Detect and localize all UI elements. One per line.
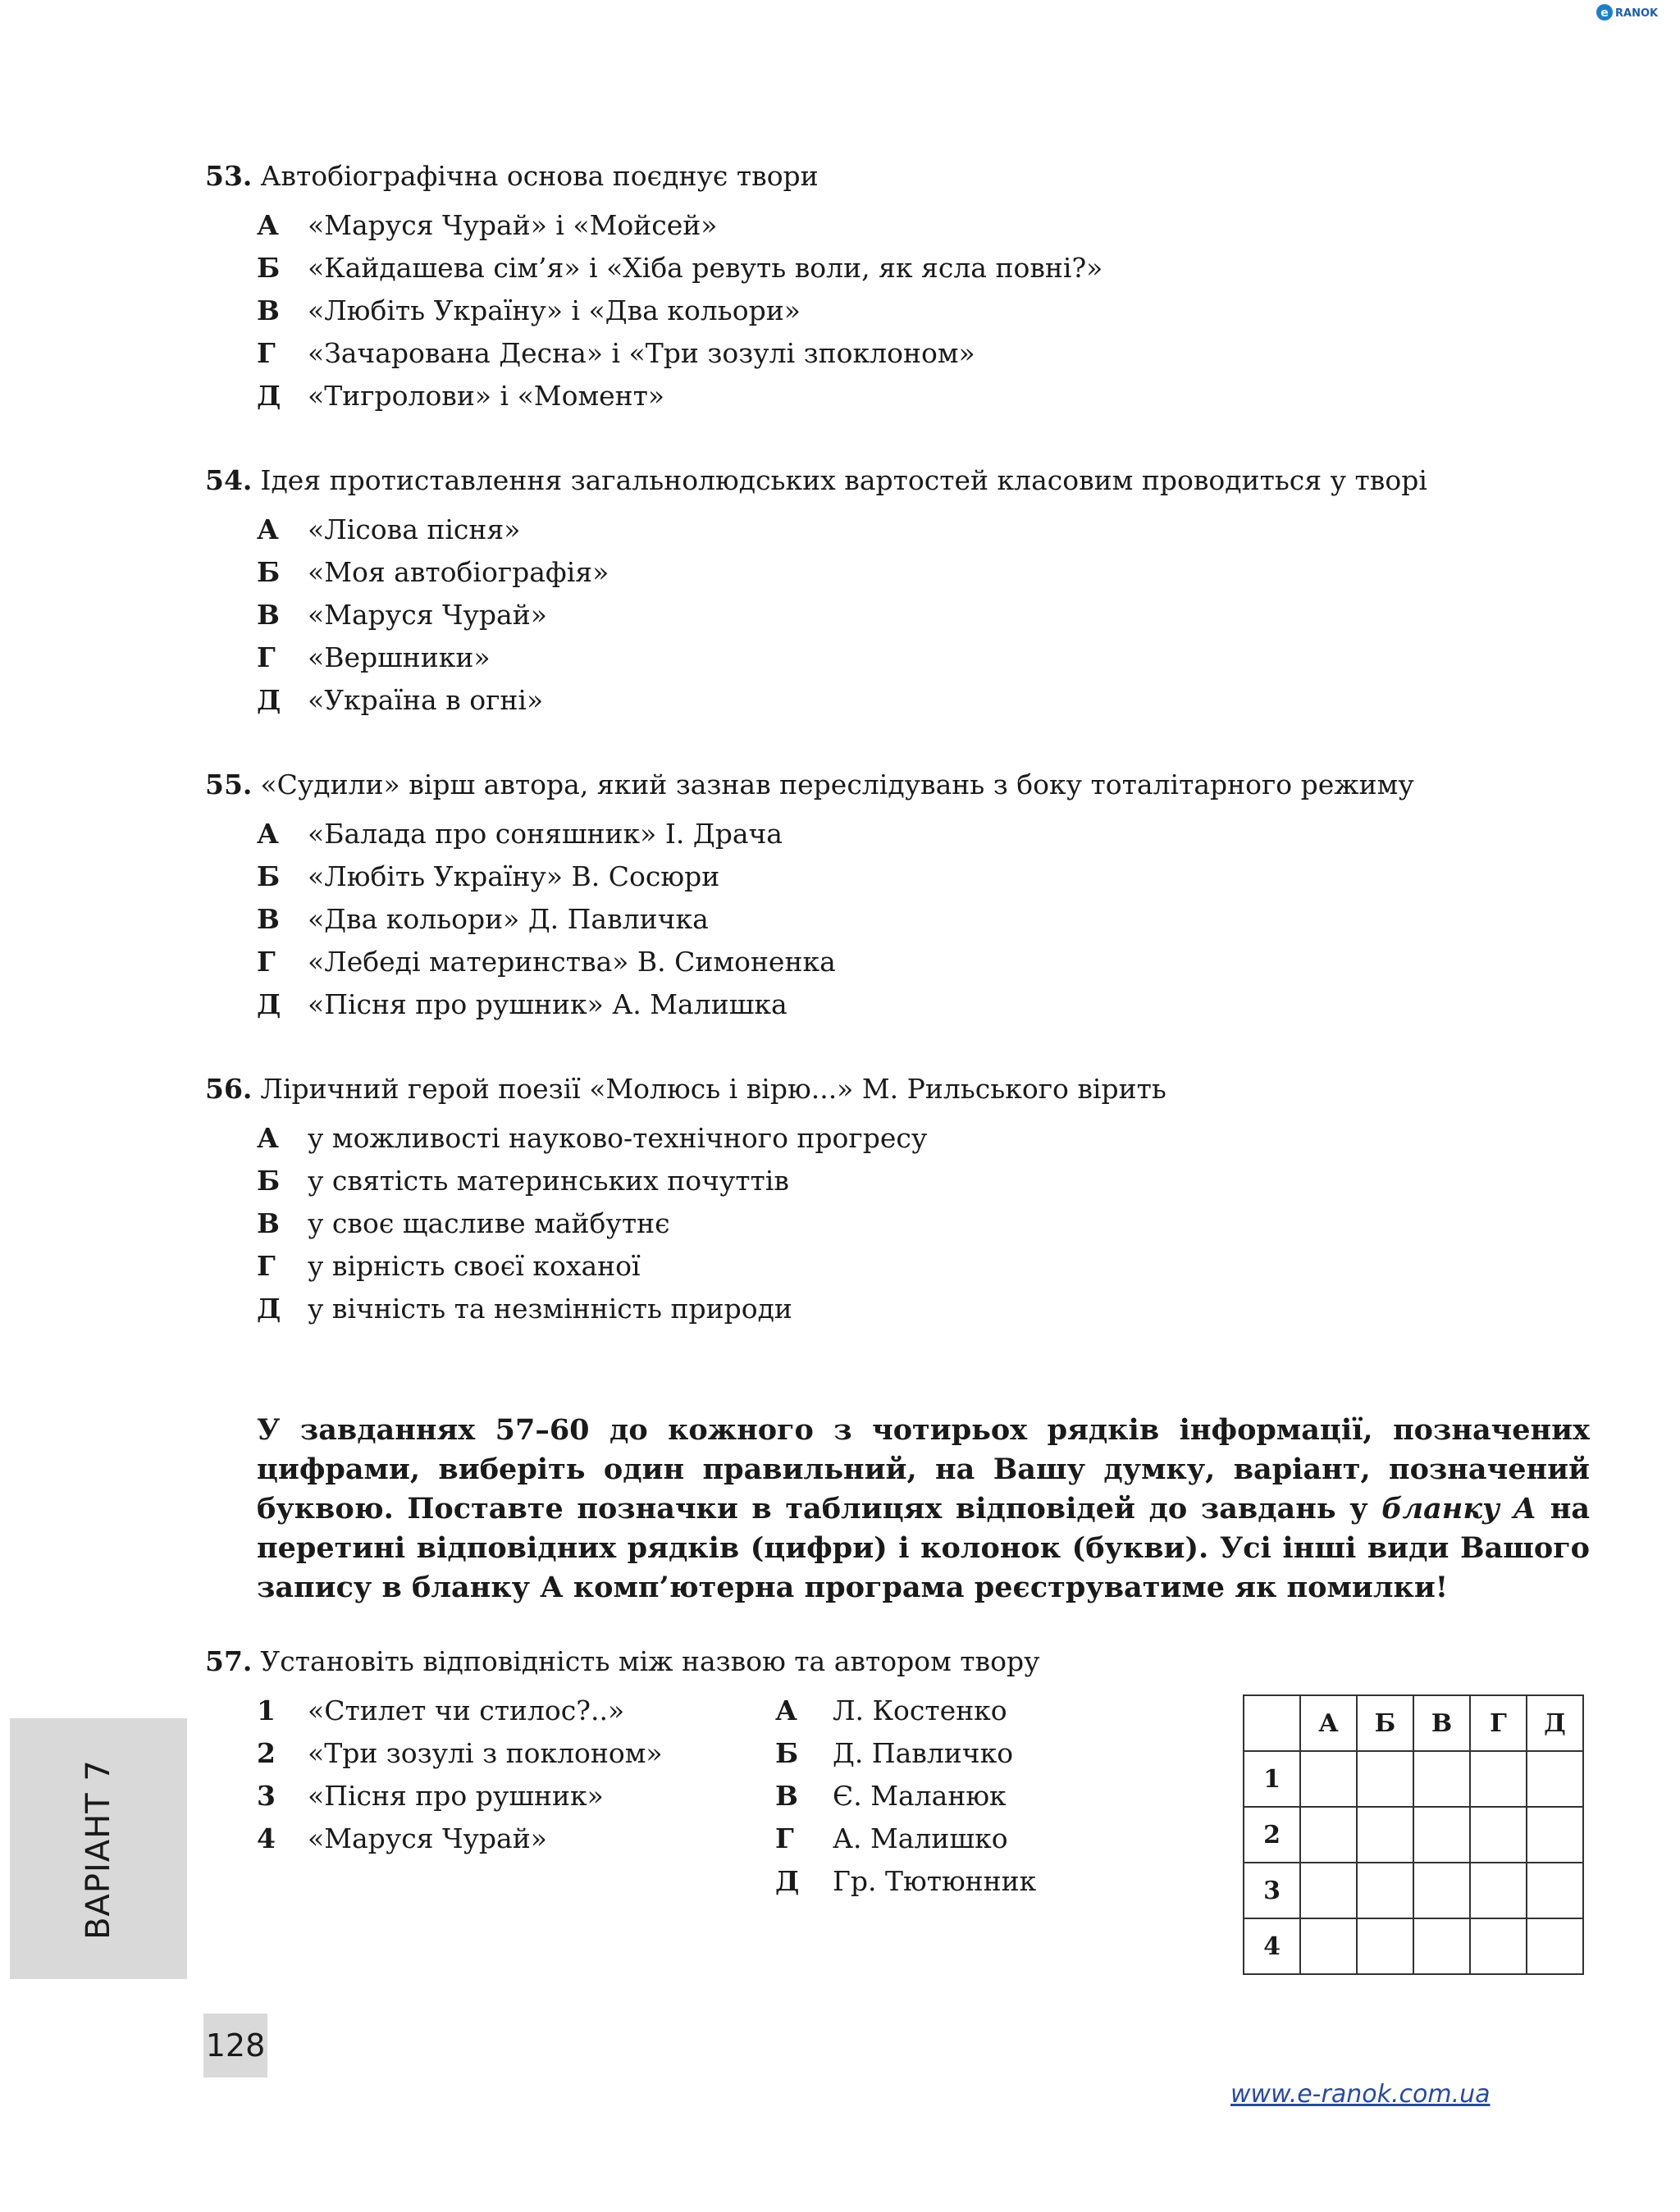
option-d: Д у вічність та незмінність природи [257,1293,792,1325]
question-title: 54. Ідея протиставлення загальнолюдських вартостей класовим проводиться у творі [205,464,1427,496]
left-item-4: 4 «Маруся Чурай» [257,1822,547,1854]
question-title: 56. Ліричний герой поезії «Молюсь і вірю...» М. Рильського вірить [205,1073,1166,1105]
right-item-v: В Є. Маланюк [775,1780,1007,1812]
grid-cell[interactable] [1527,1918,1583,1974]
grid-cell[interactable] [1527,1807,1583,1863]
grid-cell[interactable] [1300,1807,1357,1863]
right-item-g: Г А. Малишко [775,1822,1008,1854]
option-a: А «Маруся Чурай» і «Мойсей» [257,209,718,241]
left-item-3: 3 «Пісня про рушник» [257,1780,604,1812]
grid-cell[interactable] [1357,1863,1413,1918]
grid-row-header: 1 [1244,1751,1300,1807]
option-a: А «Лісова пісня» [257,513,521,545]
website-link[interactable]: www.e-ranok.com.ua [1230,2080,1491,2109]
option-v: В «Маруся Чурай» [257,599,547,631]
grid-col-header: Б [1357,1695,1413,1751]
question-title: 53. Автобіографічна основа поєднує твори [205,160,819,192]
e-ranok-logo [1596,2,1669,23]
grid-cell[interactable] [1470,1751,1527,1807]
grid-row-header: 2 [1244,1807,1300,1863]
grid-cell[interactable] [1413,1751,1470,1807]
option-d: Д «Тигролови» і «Момент» [257,380,665,412]
left-item-2: 2 «Три зозулі з поклоном» [257,1737,663,1769]
grid-cell[interactable] [1413,1807,1470,1863]
grid-cell[interactable] [1470,1807,1527,1863]
option-b: Б у святість материнських почуттів [257,1165,789,1197]
grid-corner [1244,1695,1300,1751]
answer-grid [1243,1694,1584,1975]
grid-col-header: В [1413,1695,1470,1751]
option-g: Г «Вершники» [257,641,491,673]
grid-cell[interactable] [1527,1751,1583,1807]
grid-cell[interactable] [1300,1918,1357,1974]
grid-col-header: Д [1527,1695,1583,1751]
option-v: В у своє щасливе майбутнє [257,1207,670,1239]
grid-row [1244,1807,1583,1863]
grid-header-row [1244,1695,1583,1751]
option-g: Г «Зачарована Десна» і «Три зозулі зпоклоном» [257,337,975,369]
grid-cell[interactable] [1300,1863,1357,1918]
question-title: 55. «Судили» вірш автора, який зазнав переслідувань з боку тоталітарного режиму [205,768,1414,800]
grid-cell[interactable] [1357,1918,1413,1974]
grid-col-header: Г [1470,1695,1527,1751]
left-item-1: 1 «Стилет чи стилос?..» [257,1694,625,1726]
grid-cell[interactable] [1357,1751,1413,1807]
option-g: Г «Лебеді материнства» В. Симоненка [257,946,836,978]
grid-row [1244,1751,1583,1807]
grid-col-header: А [1300,1695,1357,1751]
grid-cell[interactable] [1470,1918,1527,1974]
right-item-d: Д Гр. Тютюнник [775,1865,1037,1897]
question-title: 57. Установіть відповідність між назвою та автором твору [205,1645,1040,1677]
grid-cell[interactable] [1413,1863,1470,1918]
page-number: 128 [203,2014,267,2077]
option-d: Д «Пісня про рушник» А. Малишка [257,988,788,1020]
grid-row [1244,1918,1583,1974]
svg-text:e: e [1600,7,1609,20]
option-b: Б «Кайдашева сім’я» і «Хіба ревуть воли, як ясла повні?» [257,252,1103,284]
svg-text:RANOK: RANOK [1615,7,1659,20]
grid-cell[interactable] [1470,1863,1527,1918]
grid-cell[interactable] [1357,1807,1413,1863]
grid-cell[interactable] [1300,1751,1357,1807]
grid-cell[interactable] [1413,1918,1470,1974]
instructions-57-60: У завданнях 57–60 до кожного з чотирьох рядків інформації, позначених цифрами, виберіть один правильний, на Вашу думку, варіант, позначений буквою. Поставте позначки в таблицях відповідей до завдань у бланку А на перетині відповідних рядків (цифри) і колонок (букви). Усі інші види Вашого запису в бланку А комп’ютерна програма реєструватиме як помилки! [257,1413,1590,1604]
variant-label: ВАРІАНТ 7 [80,1759,117,1940]
option-g: Г у вірність своєї коханої [257,1250,641,1282]
right-item-b: Б Д. Павличко [775,1737,1014,1769]
grid-row-header: 4 [1244,1918,1300,1974]
option-d: Д «Україна в огні» [257,684,544,716]
option-a: А «Балада про соняшник» І. Драча [257,818,783,850]
option-b: Б «Моя автобіографія» [257,556,609,588]
option-a: А у можливості науково-технічного прогресу [257,1122,928,1154]
grid-cell[interactable] [1527,1863,1583,1918]
right-item-a: А Л. Костенко [775,1694,1007,1726]
option-v: В «Любіть Україну» і «Два кольори» [257,294,801,326]
option-v: В «Два кольори» Д. Павличка [257,903,709,935]
grid-row-header: 3 [1244,1863,1300,1918]
grid-row [1244,1863,1583,1918]
option-b: Б «Любіть Україну» В. Сосюри [257,860,720,892]
